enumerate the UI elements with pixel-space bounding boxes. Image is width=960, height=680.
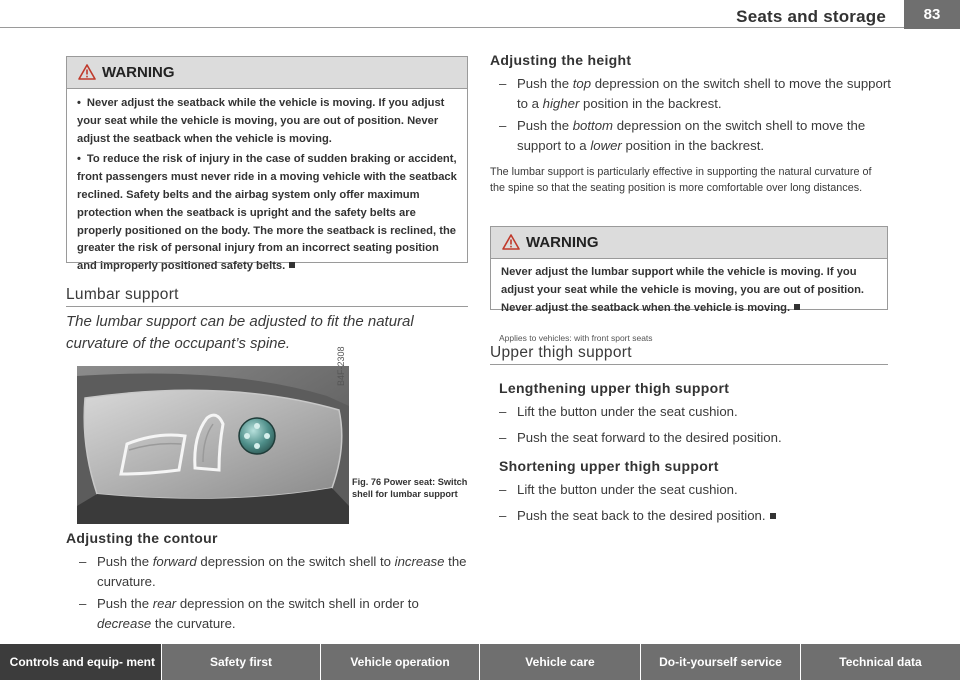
chapter-title: Seats and storage bbox=[736, 7, 886, 26]
lumbar-intro: The lumbar support can be adjusted to fit the natural curvature of the occupant’s spine. bbox=[66, 313, 414, 352]
header-rule bbox=[0, 27, 922, 28]
nav-tab-safety[interactable]: Safety first bbox=[162, 644, 321, 680]
figure-switch-shell-photo bbox=[77, 366, 349, 524]
warning-body bbox=[67, 89, 467, 276]
shorten-step: – Lift the button under the seat cushion. bbox=[499, 482, 738, 497]
figure-caption: Fig. 76 Power seat: Switch shell for lumbar support bbox=[352, 477, 468, 499]
warning-body bbox=[491, 259, 887, 317]
lengthen-step: – Push the seat forward to the desired position. bbox=[499, 430, 782, 445]
lengthen-step: – Lift the button under the seat cushion. bbox=[499, 404, 738, 419]
thigh-support-title: Upper thigh support bbox=[490, 344, 632, 361]
nav-tab-diy-service[interactable]: Do-it-yourself service bbox=[641, 644, 801, 680]
warning-triangle-icon bbox=[502, 234, 520, 254]
height-subheading: Adjusting the height bbox=[490, 52, 632, 68]
warning-triangle-icon bbox=[78, 64, 96, 84]
warning-title: WARNING bbox=[102, 64, 175, 81]
nav-tab-controls[interactable]: Controls and equip- ment bbox=[0, 644, 162, 680]
lumbar-support-title: Lumbar support bbox=[66, 286, 179, 303]
warning-paragraph: • Never adjust the seatback while the vehicle is moving. If you adjust your seat while the vehicle is moving, you are out of position. Never adjust the seatback when the vehicle is moving. bbox=[77, 97, 445, 145]
warning-box-seatback bbox=[66, 56, 468, 273]
contour-step: – Push the rear depression on the switch shell in order to decrease the curvature. bbox=[79, 596, 419, 631]
shorten-subheading: Shortening upper thigh support bbox=[499, 458, 719, 474]
contour-step: – Push the forward depression on the switch shell to increase the curvature. bbox=[79, 554, 467, 589]
page-number: 83 bbox=[904, 0, 960, 29]
warning-box-lumbar bbox=[490, 226, 888, 314]
nav-tab-technical-data[interactable]: Technical data bbox=[801, 644, 960, 680]
section-rule bbox=[66, 306, 468, 307]
end-of-section-icon bbox=[770, 513, 776, 519]
warning-title: WARNING bbox=[526, 234, 599, 251]
warning-header bbox=[491, 227, 887, 259]
nav-tab-vehicle-care[interactable]: Vehicle care bbox=[480, 644, 641, 680]
applies-to-note: Applies to vehicles: with front sport seats bbox=[499, 333, 653, 343]
end-of-section-icon bbox=[794, 304, 800, 310]
figure-code: B4F-2308 bbox=[336, 346, 346, 386]
nav-tab-vehicle-operation[interactable]: Vehicle operation bbox=[321, 644, 480, 680]
warning-paragraph: Never adjust the lumbar support while the vehicle is moving. If you adjust your seat while the vehicle is moving, you are out of position. Never adjust the seatback when the vehicle is moving. bbox=[501, 266, 865, 314]
end-of-section-icon bbox=[289, 262, 295, 268]
lumbar-note: The lumbar support is particularly effective in supporting the natural curvature of the spine so that the seating position is more comfortable over long distances. bbox=[490, 166, 872, 194]
height-step: – Push the bottom depression on the switch shell to move the support to a lower position in the backrest. bbox=[499, 118, 866, 153]
warning-paragraph: • To reduce the risk of injury in the case of sudden braking or accident, front passengers must never ride in a moving vehicle with the seatback reclined. Safety belts and the airbag system only offer maximum protection when the seatback is upright and the safety belts are properly positioned on the body. The more the seatback is reclined, the greater the risk of personal injury from an incorrect seating position and improperly positioned safety belts. bbox=[77, 153, 457, 273]
height-step: – Push the top depression on the switch shell to move the support to a higher position in the backrest. bbox=[499, 76, 891, 111]
contour-subheading: Adjusting the contour bbox=[66, 530, 218, 546]
shorten-step: – Push the seat back to the desired position. bbox=[499, 506, 893, 526]
chapter-nav-bar bbox=[0, 644, 960, 680]
warning-header bbox=[67, 57, 467, 89]
section-rule bbox=[490, 364, 888, 365]
lengthen-subheading: Lengthening upper thigh support bbox=[499, 380, 730, 396]
